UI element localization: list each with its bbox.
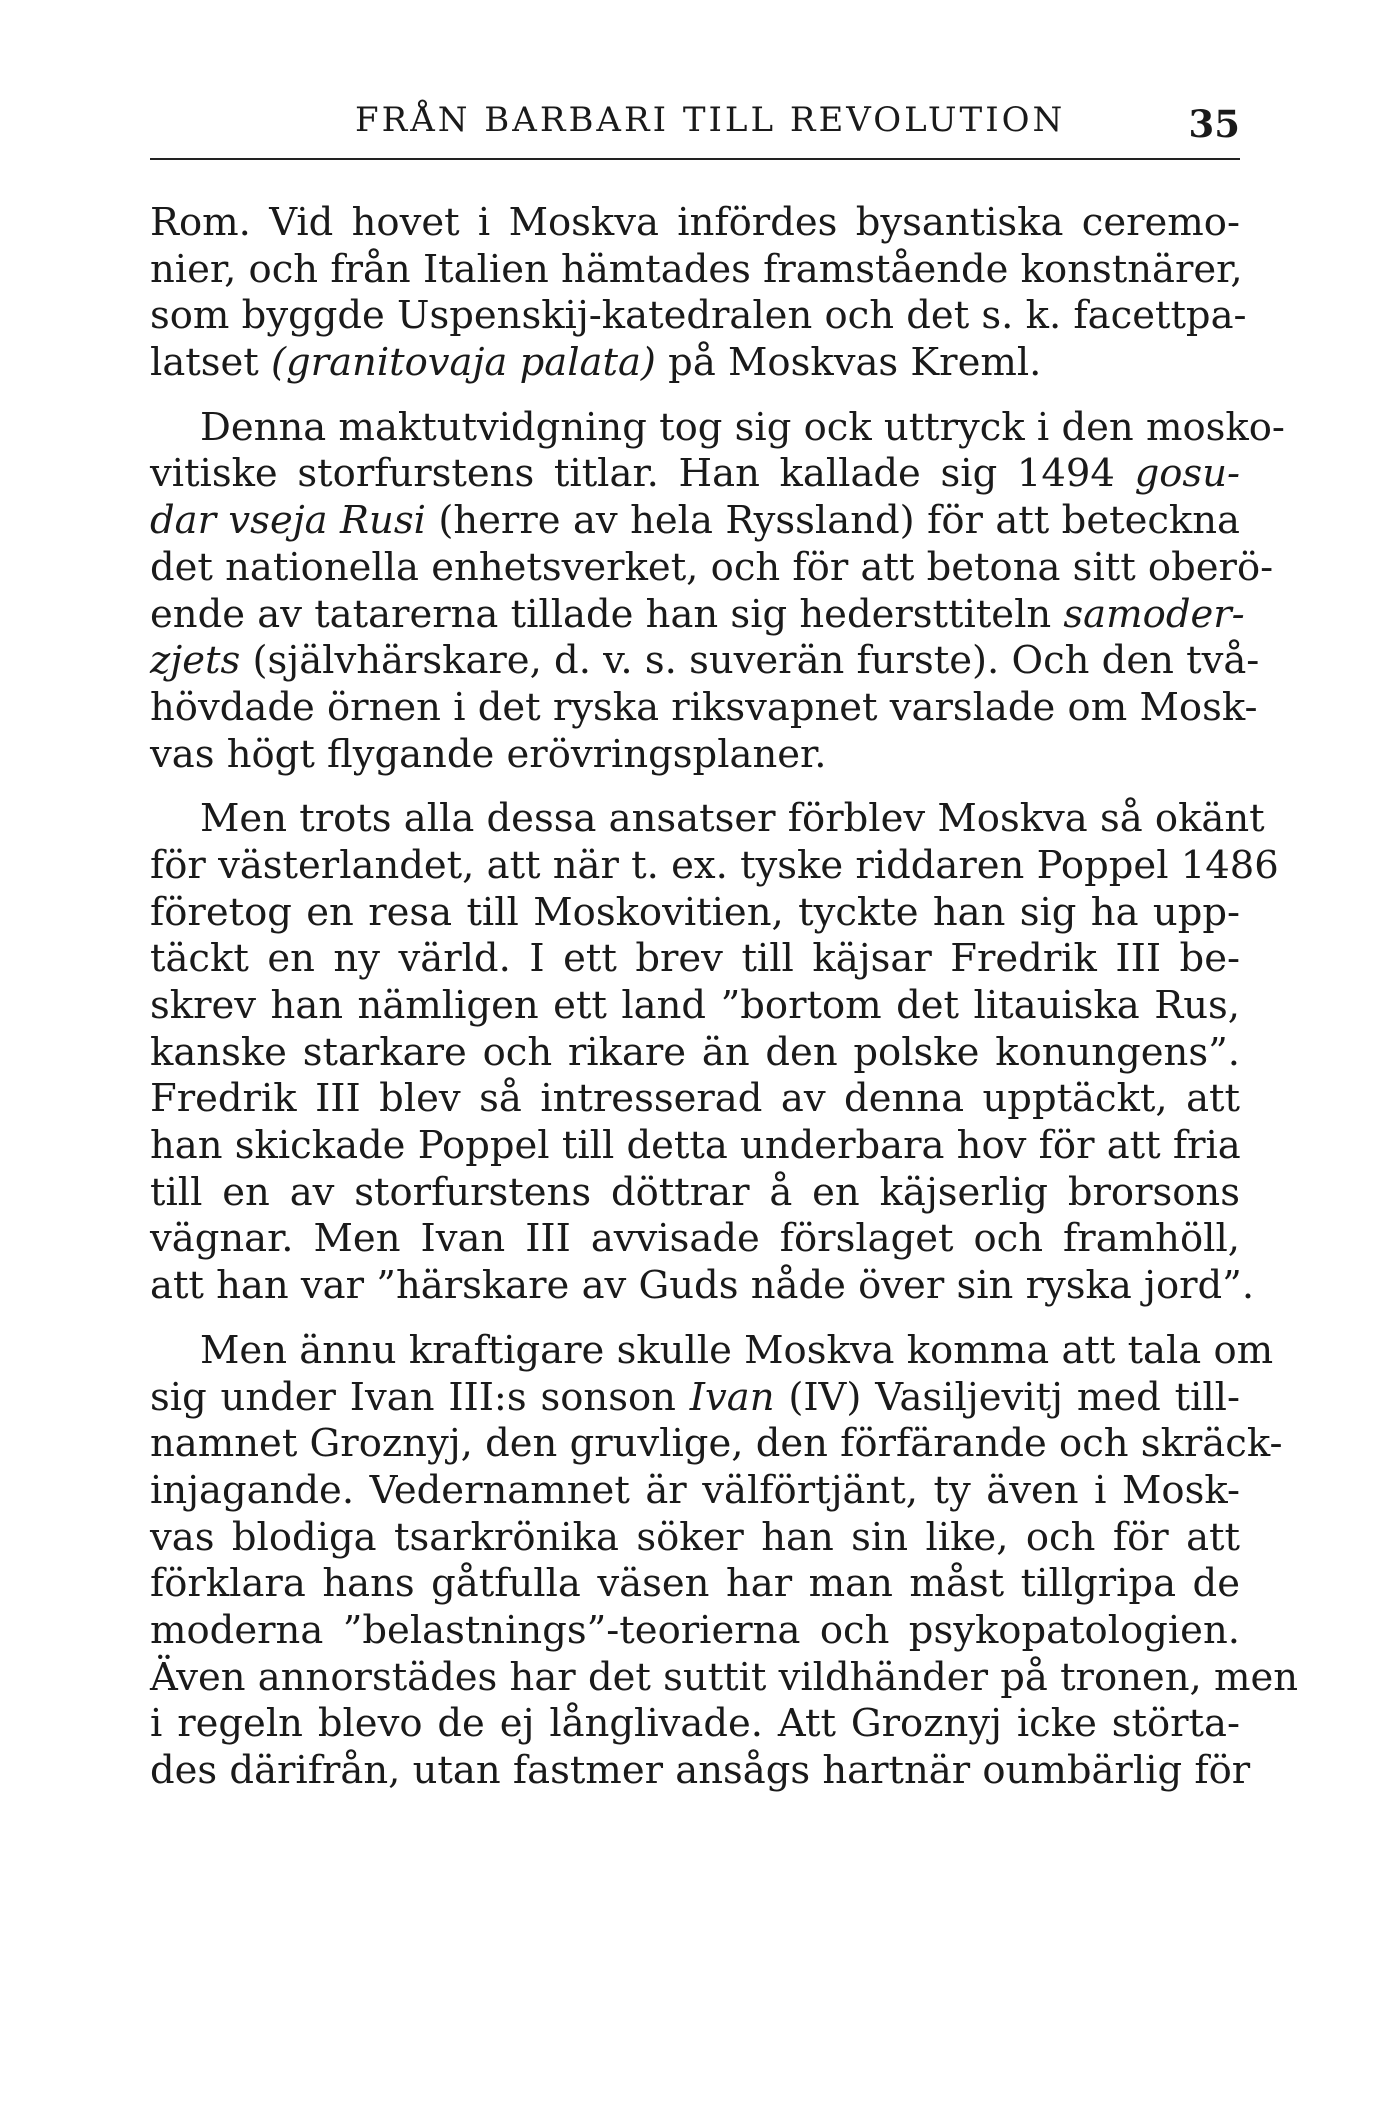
text-segment: täckt en ny värld. I ett brev till käjsar Fredrik III be- (150, 936, 1240, 982)
text-segment: vägnar. Men Ivan III avvisade förslaget och framhöll, (150, 1216, 1240, 1262)
paragraph (150, 200, 1247, 387)
text-segment: det nationella enhetsverket, och för att betona sitt oberö- (150, 544, 1274, 590)
italic-text: zjets (150, 638, 241, 684)
text-segment: för västerlandet, att när t. ex. tyske riddaren Poppel 1486 (150, 842, 1279, 888)
italic-text: dar vseja Rusi (150, 498, 426, 544)
page-number: 35 (1188, 102, 1240, 146)
text-segment: förklara hans gåtfulla väsen har man måst tillgripa de (150, 1561, 1240, 1607)
text-line (150, 498, 1240, 545)
text-line (150, 293, 1247, 340)
text-line (150, 200, 1240, 247)
text-line (150, 1375, 1240, 1422)
text-line (150, 638, 1260, 685)
text-line (150, 1421, 1283, 1468)
text-segment: Även annorstädes har det suttit vildhänder på tronen, men (150, 1654, 1299, 1700)
text-segment: Fredrik III blev så intresserad av denna upptäckt, att (150, 1076, 1240, 1122)
running-title: FRÅN BARBARI TILL REVOLUTION (355, 100, 1066, 140)
text-line (150, 1076, 1240, 1123)
body-text (150, 200, 1299, 1795)
text-segment: namnet Groznyj, den gruvlige, den förfärande och skräck- (150, 1421, 1283, 1467)
text-line (150, 404, 1285, 452)
text-line (150, 1327, 1274, 1375)
text-line (150, 340, 1240, 387)
text-line (150, 591, 1245, 639)
text-segment: latset (150, 340, 271, 386)
text-line (150, 1123, 1240, 1170)
text-line (150, 732, 1240, 779)
text-segment: i regeln blevo de ej långlivade. Att Groznyj icke störta- (150, 1701, 1240, 1747)
text-segment: sig under Ivan III:s sonson (150, 1374, 690, 1420)
text-segment: vitiske storfurstens titlar. Han kallade sig 1494 (150, 451, 1135, 497)
text-line (150, 1748, 1251, 1795)
text-segment: på Moskvas Kreml. (655, 340, 1042, 386)
text-line (150, 684, 1258, 732)
italic-text: Ivan (689, 1374, 775, 1420)
text-segment: (självhärskare, d. v. s. suverän furste). Och den två- (240, 638, 1260, 684)
text-segment: han skickade Poppel till detta underbara hov för att fria (150, 1123, 1241, 1169)
text-line (150, 1654, 1299, 1702)
text-line (150, 451, 1240, 498)
text-line (150, 1263, 1255, 1310)
text-segment: (IV) Vasiljevitj med till- (774, 1374, 1240, 1420)
text-line (150, 1030, 1240, 1077)
text-segment: Men trots alla dessa ansatser förblev Moskva så okänt (200, 796, 1265, 842)
text-segment: vas högt flygande erövringsplaner. (150, 731, 827, 777)
italic-text: samoder- (1063, 591, 1245, 637)
text-segment: till en av storfurstens döttrar å en käjserlig brorsons (150, 1169, 1240, 1215)
text-segment: (herre av hela Ryssland) för att beteckna (425, 498, 1240, 544)
text-segment: nier, och från Italien hämtades framstående konstnärer, (150, 246, 1243, 292)
text-segment: som byggde Uspenskij-katedralen och det s. k. facettpa- (150, 293, 1247, 339)
text-line (150, 890, 1240, 937)
text-line (150, 1608, 1240, 1655)
text-segment: vas blodiga tsarkrönika söker han sin like, och för att (150, 1514, 1240, 1560)
text-line (150, 1561, 1240, 1608)
text-line (150, 544, 1274, 592)
text-line (150, 1170, 1240, 1217)
text-line (150, 1216, 1240, 1263)
text-segment: hövdade örnen i det ryska riksvapnet varslade om Mosk- (150, 684, 1258, 730)
text-segment: moderna ”belastnings”-teorierna och psykopatologien. (150, 1607, 1240, 1653)
paragraph (150, 796, 1279, 1310)
paragraph (150, 404, 1285, 779)
header-rule (150, 158, 1240, 160)
text-segment: Men ännu kraftigare skulle Moskva komma att tala om (200, 1327, 1274, 1373)
text-line (150, 246, 1243, 294)
text-segment: företog en resa till Moskovitien, tyckte han sig ha upp- (150, 889, 1240, 935)
text-line (150, 936, 1240, 983)
text-segment: skrev han nämligen ett land ”bortom det litauiska Rus, (150, 983, 1240, 1028)
italic-text: (granitovaja palata) (271, 340, 656, 386)
text-segment: Rom. Vid hovet i Moskva infördes bysantiska ceremo- (150, 200, 1240, 245)
text-line (150, 983, 1240, 1030)
text-line (150, 1468, 1240, 1515)
italic-text: gosu- (1134, 451, 1240, 497)
page-header (150, 100, 1240, 160)
text-segment: des därifrån, utan fastmer ansågs hartnär oumbärlig för (150, 1748, 1251, 1793)
text-line (150, 1701, 1240, 1748)
text-segment: kanske starkare och rikare än den polske konungens”. (150, 1029, 1240, 1075)
text-segment: Denna maktutvidgning tog sig ock uttryck i den mosko- (200, 404, 1285, 450)
paragraph (150, 1327, 1299, 1795)
text-line (150, 1515, 1240, 1562)
text-segment: injagande. Vedernamnet är välförtjänt, ty även i Mosk- (150, 1467, 1240, 1513)
text-segment: ende av tatarerna tillade han sig hedersttiteln (150, 591, 1064, 637)
text-line (150, 796, 1265, 843)
text-line (150, 842, 1279, 890)
text-segment: att han var ”härskare av Guds nåde över sin ryska jord”. (150, 1263, 1255, 1309)
